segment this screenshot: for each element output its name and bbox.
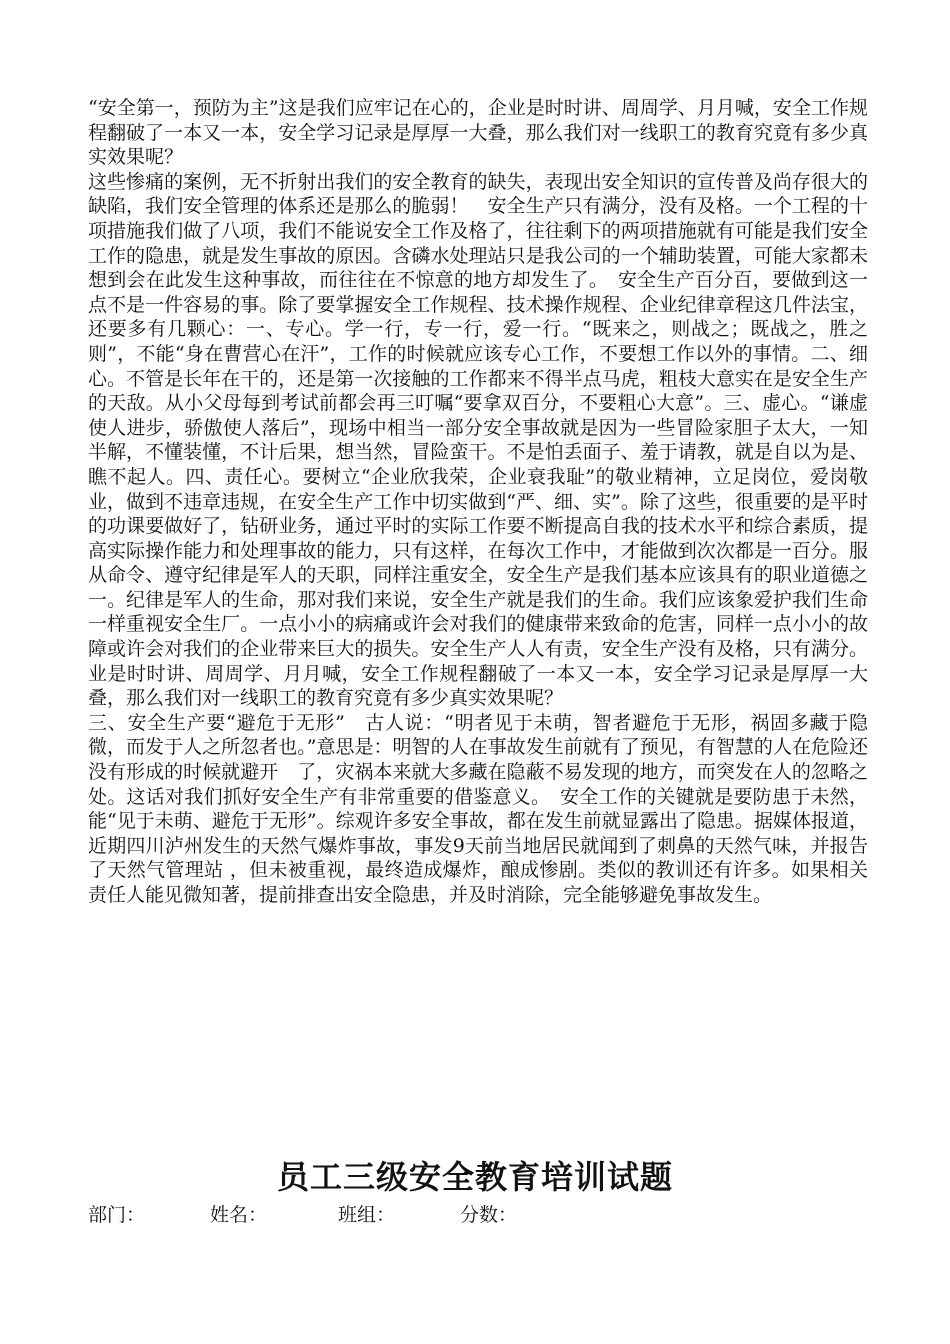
article-paragraph-2: 这些惨痛的案例，无不折射出我们的安全教育的缺失，表现出安全知识的宣传普及尚存很大的缺陷，我们安全管理的体系还是那么的脆弱！ 安全生产只有满分，没有及格。一个工程的十项措施我们做了八项，我们不能说安全工作及格了，往往剩下的两项措施就有可能是我们安全工作的隐患，就是发生事故的原因。含磷水处理站只是我公司的一个辅助装置，可能大家都未想到会在此发生这种事故，而往往在不惊意的地方却发生了。 安全生产百分百，要做到这一点不是一件容易的事。除了要掌握安全工作规程、技术操作规程、企业纪律章程这几件法宝，还要多有几颗心：一、专心。学一行，专一行，爱一行。“既来之，则战之；既战之，胜之则”，不能“身在曹营心在汗”，工作的时候就应该专心工作，不要想工作以外的事情。二、细心。不管是长年在干的，还是第一次接触的工作都来不得半点马虎，粗枝大意实在是安全生产的天敌。从小父母每到考试前都会再三叮嘱“要拿双百分，不要粗心大意”。三、虚心。“谦虚使人进步，骄傲使人落后”，现场中相当一部分安全事故就是因为一些冒险家胆子太大，一知半解，不懂装懂，不计后果，想当然，冒险蛮干。不是怕丢面子、羞于请教，就是自以为是、瞧不起人。四、责任心。要树立“企业欣我荣，企业衰我耻”的敬业精神，立足岗位，爱岗敬业，做到不违章违规，在安全生产工作中切实做到“严、细、实”。除了这些，很重要的是平时的功课要做好了，钻研业务，通过平时的实际工作要不断提高自我的技术水平和综合素质，提高实际操作能力和处理事故的能力，只有这样，在每次工作中，才能做到次次都是一百分。服从命令、遵守纪律是军人的天职，同样注重安全，安全生产是我们基本应该具有的职业道德之一。纪律是军人的生命，那对我们来说，安全生产就是我们的生命。我们应该象爱护我们生命一样重视安全生厂。一点小小的病痛或许会对我们的健康带来致命的危害，同样一点小小的故障或许会对我们的企业带来巨大的损失。安全生产人人有责，安全生产没有及格，只有满分。业是时时讲、周周学、月月喊，安全工作规程翻破了一本又一本，安全学习记录是厚厚一大叠，那么我们对一线职工的教育究竟有多少真实效果呢？ bbox=[88, 170, 868, 710]
score-field-label: 分数： bbox=[460, 1204, 518, 1226]
article-paragraph-1: “安全第一，预防为主”这是我们应牢记在心的，企业是时时讲、周周学、月月喊，安全工作规程翻破了一本又一本，安全学习记录是厚厚一大叠，那么我们对一线职工的教育究竟有多少真实效果呢？ bbox=[88, 97, 868, 169]
article-paragraph-3: 三、安全生产要“避危于无形” 古人说：“明者见于未萌，智者避危于无形，祸固多藏于隐微，而发于人之所忽者也。”意思是：明智的人在事故发生前就有了预见，有智慧的人在危险还没有形成的时候就避开 了，灾祸本来就大多藏在隐蔽不易发现的地方，而突发在人的忽略之处。这话对我们抓好安全生产有非常重要的借鉴意义。 安全工作的关键就是要防患于未然，能“见于未萌、避危于无形”。综观许多安全事故，都在发生前就显露出了隐患。据媒体报道，近期四川泸州发生的天然气爆炸事故，事发9天前当地居民就闻到了刺鼻的天然气味，并报告了天然气管理站 ，但未被重视，最终造成爆炸，酿成惨剧。类似的教训还有许多。如果相关责任人能见微知著，提前排查出安全隐患，并及时消除，完全能够避免事故发生。 bbox=[88, 711, 868, 906]
exam-info-fields bbox=[88, 1203, 868, 1227]
team-field-label: 班组： bbox=[338, 1204, 396, 1226]
name-field-label: 姓名： bbox=[210, 1204, 268, 1226]
exam-title: 员工三级安全教育培训试题 bbox=[276, 1158, 673, 1196]
department-field-label: 部门： bbox=[88, 1204, 146, 1226]
article-body bbox=[88, 96, 868, 908]
